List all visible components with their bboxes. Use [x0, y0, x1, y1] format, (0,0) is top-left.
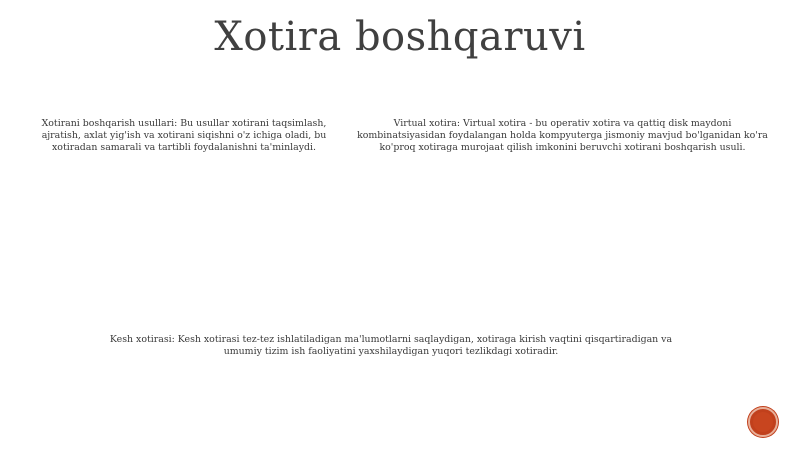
- cache-memory-text: Kesh xotirasi: Kesh xotirasi tez-tez ishlatiladigan ma'lumotlarni saqlaydigan, xotiraga kirish vaqtini qisqartiradigan va umumiy tizim ish faoliyatini yaxshilaydigan yuqori tezlikdagi xotiradir.: [109, 334, 673, 357]
- memory-management-text: Xotirani boshqarish usullari: Bu usullar xotirani taqsimlash, ajratish, axlat yig'ish va xotirani siqishni o'z ichiga oladi, bu xotiradan samarali va tartibli foydalanishni ta'minlaydi.: [41, 118, 327, 153]
- slide-nav-button[interactable]: [748, 407, 778, 437]
- circle-nav-icon: [753, 412, 773, 432]
- virtual-memory-text: Virtual xotira: Virtual xotira - bu operativ xotira va qattiq disk maydoni kombinatsiyasidan foydalangan holda kompyuterga jismoniy mavjud bo'lganidan ko'ra ko'proq xotiraga murojaat qilish imkonini beruvchi xotirani boshqarish usuli.: [357, 118, 768, 153]
- slide-title: Xotira boshqaruvi: [214, 14, 586, 60]
